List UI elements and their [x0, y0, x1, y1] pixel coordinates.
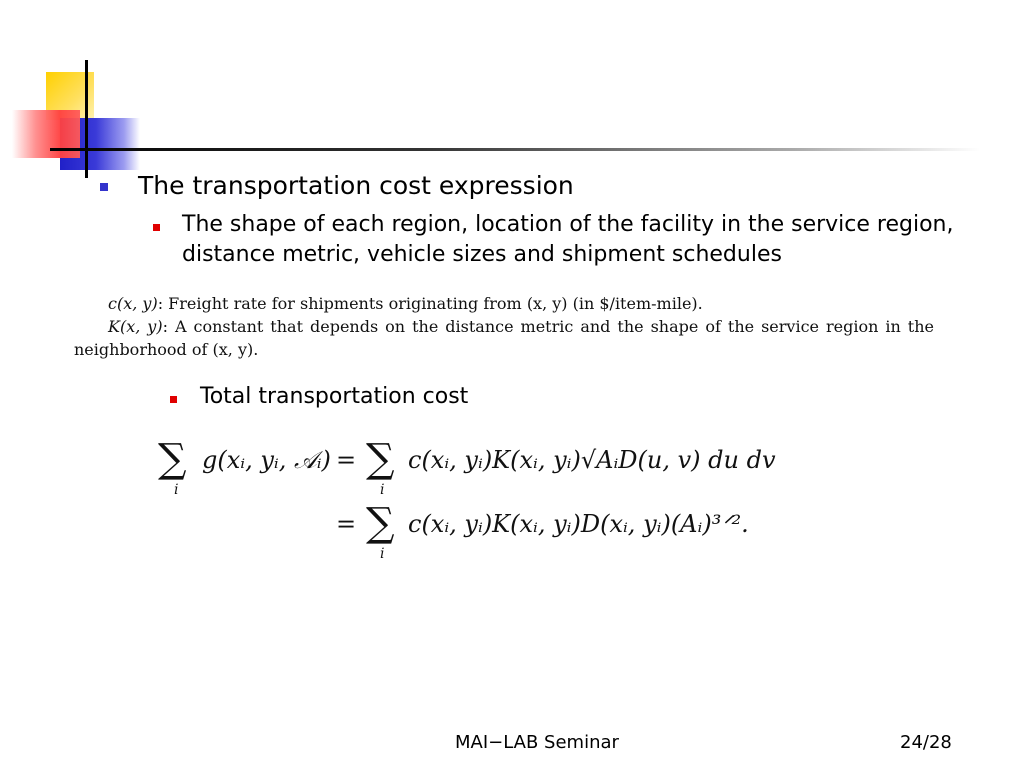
- summation-icon: ∑: [158, 436, 187, 482]
- equation-equals-1: =: [336, 446, 357, 474]
- bullet-square-icon: [170, 396, 177, 403]
- bullet-total-cost-text: Total transportation cost: [200, 384, 469, 409]
- summation-index: i: [380, 546, 385, 562]
- bullet-level1-text: The transportation cost expression: [138, 171, 574, 200]
- definition-k: [74, 315, 934, 338]
- definition-k-continuation: neighborhood of (x, y).: [74, 340, 259, 359]
- summation-icon: ∑: [366, 436, 395, 482]
- total-cost-equation: [158, 430, 778, 570]
- footer-title: MAI−LAB Seminar: [455, 732, 619, 753]
- bullet-square-icon: [100, 183, 108, 191]
- summation-index: i: [174, 482, 179, 498]
- equation-equals-2: =: [336, 510, 357, 538]
- definition-k-text: : A constant that depends on the distance metric and the shape of the service region in the: [162, 317, 935, 336]
- equation-rhs-1: c(xᵢ, yᵢ)K(xᵢ, yᵢ)√AᵢD(u, v) du dv: [408, 446, 776, 474]
- bullet-level2-text: The shape of each region, location of the facility in the service region, distance metric, vehicle sizes and shipment schedules: [182, 212, 954, 267]
- summation-icon: ∑: [366, 500, 395, 546]
- bullet-square-icon: [153, 224, 160, 231]
- slide-page-number: 24/28: [900, 732, 952, 753]
- definition-c: [74, 292, 934, 315]
- definition-c-text: : Freight rate for shipments originating from (x, y) (in $/item-mile).: [157, 294, 703, 313]
- equation-lhs: g(xᵢ, yᵢ, 𝒜ᵢ): [202, 446, 331, 474]
- summation-index: i: [380, 482, 385, 498]
- definition-c-symbol: c(x, y): [108, 294, 158, 313]
- decor-vertical-rule: [85, 60, 88, 178]
- equation-rhs-2: c(xᵢ, yᵢ)K(xᵢ, yᵢ)D(xᵢ, yᵢ)(Aᵢ)³ᐟ².: [408, 510, 749, 538]
- definition-k-symbol: K(x, y): [108, 317, 163, 336]
- definitions-excerpt: [74, 292, 934, 361]
- title-underline-rule: [50, 148, 980, 151]
